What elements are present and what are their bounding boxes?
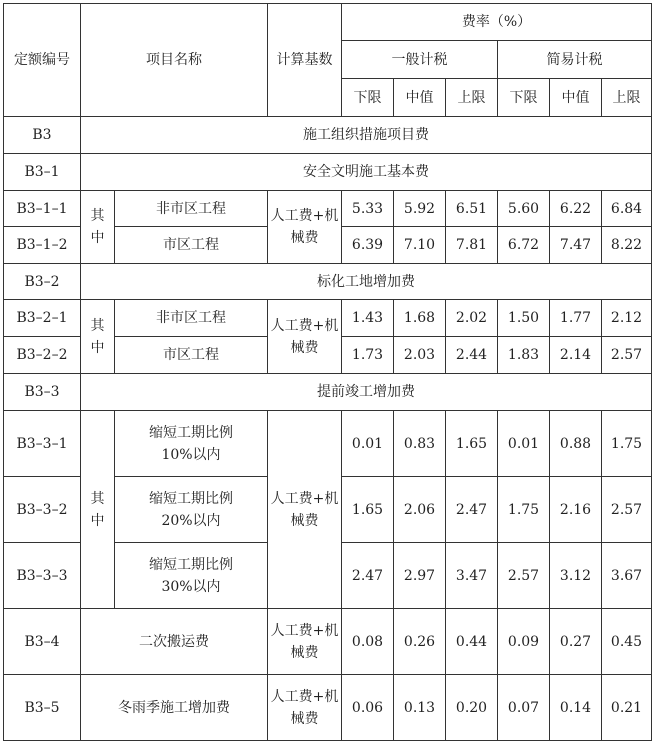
rate-cell: 2.12 [602,300,652,337]
rate-cell: 1.50 [498,300,550,337]
rate-cell: 6.51 [446,191,498,227]
header-general-low: 下限 [342,79,394,117]
rate-cell: 6.72 [498,227,550,264]
rate-cell: 1.75 [498,477,550,543]
rate-cell: 2.44 [446,337,498,374]
rate-cell: 5.60 [498,191,550,227]
qizhong-label: 其 中 [81,411,115,609]
group-code: B3–2 [4,264,81,300]
rate-cell: 0.09 [498,609,550,675]
rate-cell: 3.12 [550,543,602,609]
base-value: 人工费+机械费 [268,191,342,264]
row-code: B3–4 [4,609,81,675]
rate-cell: 2.97 [394,543,446,609]
row-code: B3–3–1 [4,411,81,477]
rate-cell: 2.57 [498,543,550,609]
rate-cell: 5.33 [342,191,394,227]
row-item-name: 非市区工程 [115,191,268,227]
header-simple-mid: 中值 [550,79,602,117]
rate-cell: 0.45 [602,609,652,675]
rate-cell: 2.14 [550,337,602,374]
row-code: B3–2–1 [4,300,81,337]
rate-cell: 6.84 [602,191,652,227]
rate-cell: 2.06 [394,477,446,543]
header-item-name: 项目名称 [81,4,268,117]
group-title: 施工组织措施项目费 [81,117,652,154]
rate-cell: 2.47 [342,543,394,609]
rate-cell: 0.01 [498,411,550,477]
rate-cell: 2.57 [602,337,652,374]
header-simple-low: 下限 [498,79,550,117]
rate-cell: 1.65 [342,477,394,543]
rate-cell: 0.20 [446,675,498,741]
rate-cell: 7.47 [550,227,602,264]
header-rate: 费率（%） [342,4,652,41]
rate-cell: 0.14 [550,675,602,741]
rate-cell: 0.01 [342,411,394,477]
rate-cell: 6.39 [342,227,394,264]
rate-cell: 0.21 [602,675,652,741]
rate-cell: 5.92 [394,191,446,227]
rate-cell: 1.77 [550,300,602,337]
header-general-mid: 中值 [394,79,446,117]
rate-cell: 1.43 [342,300,394,337]
rate-cell: 1.83 [498,337,550,374]
rate-cell: 3.47 [446,543,498,609]
row-code: B3–2–2 [4,337,81,374]
rate-cell: 0.27 [550,609,602,675]
group-title: 安全文明施工基本费 [81,154,652,191]
rate-cell: 0.83 [394,411,446,477]
qizhong-label: 其 中 [81,300,115,374]
row-code: B3–3–3 [4,543,81,609]
rate-cell: 7.81 [446,227,498,264]
rate-cell: 7.10 [394,227,446,264]
qizhong-label: 其 中 [81,191,115,264]
group-code: B3–3 [4,374,81,411]
header-base: 计算基数 [268,4,342,117]
row-item-name: 缩短工期比例10%以内 [115,411,268,477]
rate-cell: 2.02 [446,300,498,337]
rate-cell: 0.13 [394,675,446,741]
rate-cell: 0.26 [394,609,446,675]
base-value: 人工费+机械费 [268,675,342,741]
rate-cell: 0.44 [446,609,498,675]
group-title: 提前竣工增加费 [81,374,652,411]
rate-cell: 0.06 [342,675,394,741]
rate-cell: 2.57 [602,477,652,543]
row-item-name: 二次搬运费 [81,609,268,675]
base-value: 人工费+机械费 [268,411,342,609]
header-simple-high: 上限 [602,79,652,117]
row-code: B3–1–1 [4,191,81,227]
group-code: B3 [4,117,81,154]
row-item-name: 缩短工期比例30%以内 [115,543,268,609]
row-item-name: 市区工程 [115,227,268,264]
fee-rate-table [3,3,652,741]
base-value: 人工费+机械费 [268,609,342,675]
row-code: B3–1–2 [4,227,81,264]
header-general-tax: 一般计税 [342,41,498,79]
rate-cell: 1.73 [342,337,394,374]
rate-cell: 1.68 [394,300,446,337]
rate-cell: 1.65 [446,411,498,477]
row-item-name: 缩短工期比例20%以内 [115,477,268,543]
header-general-high: 上限 [446,79,498,117]
rate-cell: 0.08 [342,609,394,675]
rate-cell: 6.22 [550,191,602,227]
rate-cell: 2.47 [446,477,498,543]
row-item-name: 非市区工程 [115,300,268,337]
header-code: 定额编号 [4,4,81,117]
base-value: 人工费+机械费 [268,300,342,374]
rate-cell: 0.07 [498,675,550,741]
group-title: 标化工地增加费 [81,264,652,300]
rate-cell: 0.88 [550,411,602,477]
row-code: B3–3–2 [4,477,81,543]
rate-cell: 2.03 [394,337,446,374]
row-code: B3–5 [4,675,81,741]
rate-cell: 1.75 [602,411,652,477]
header-simple-tax: 简易计税 [498,41,652,79]
rate-cell: 3.67 [602,543,652,609]
row-item-name: 市区工程 [115,337,268,374]
group-code: B3–1 [4,154,81,191]
row-item-name: 冬雨季施工增加费 [81,675,268,741]
rate-cell: 2.16 [550,477,602,543]
rate-cell: 8.22 [602,227,652,264]
